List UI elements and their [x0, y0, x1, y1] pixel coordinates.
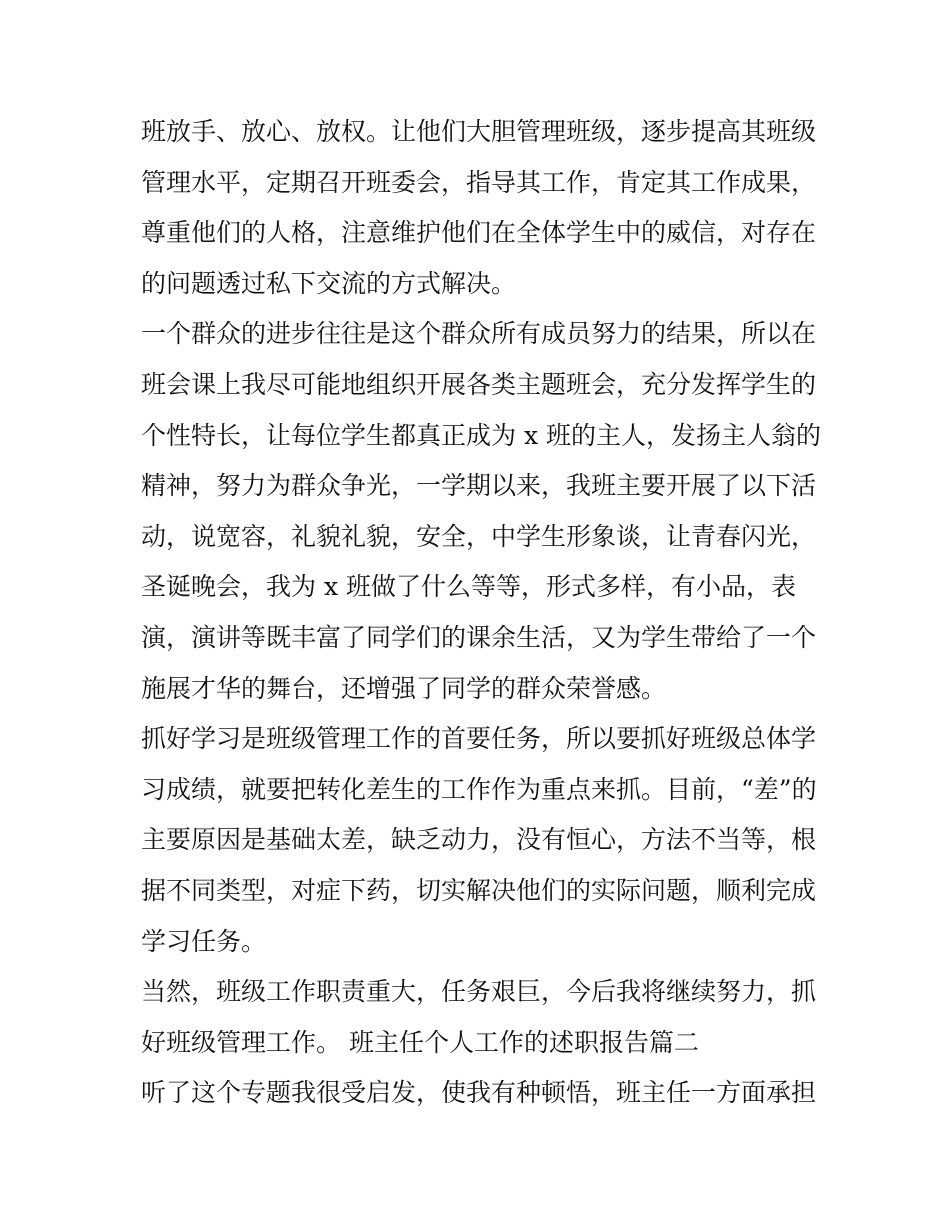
text-line: 尊重他们的人格，注意维护他们在全体学生中的威信，对存在	[141, 218, 817, 248]
text-line: 习成绩，就要把转化差生的工作作为重点来抓。目前，“差”的	[141, 774, 817, 804]
text-line: 听了这个专题我很受启发，使我有种顿悟，班主任一方面承担	[141, 1078, 817, 1108]
text-line: 抓好学习是班级管理工作的首要任务，所以要抓好班级总体学	[141, 724, 817, 754]
text-line: 施展才华的舞台，还增强了同学的群众荣誉感。	[141, 673, 667, 703]
text-line: 班放手、放心、放权。让他们大胆管理班级，逐步提高其班级	[141, 117, 817, 146]
body-text	[141, 107, 821, 1119]
text-line: 一个群众的进步往往是这个群众所有成员努力的结果，所以在	[141, 319, 817, 349]
text-line: 班会课上我尽可能地组织开展各类主题班会，充分发挥学生的	[141, 369, 817, 399]
text-line: 演，演讲等既丰富了同学们的课余生活，又为学生带给了一个	[141, 622, 817, 652]
text-line: 学习任务。	[141, 926, 267, 956]
text-line: 个性特长，让每位学生都真正成为 x 班的主人，发扬主人翁的	[141, 420, 821, 450]
text-line: 管理水平，定期召开班委会，指导其工作，肯定其工作成果，	[141, 167, 817, 197]
text-line: 精神，努力为群众争光，一学期以来，我班主要开展了以下活	[141, 471, 817, 501]
text-line: 好班级管理工作。 班主任个人工作的述职报告篇二	[141, 1027, 699, 1057]
text-line: 当然，班级工作职责重大，任务艰巨，今后我将继续努力，抓	[141, 977, 817, 1007]
text-line: 主要原因是基础太差，缺乏动力，没有恒心，方法不当等，根	[141, 825, 817, 855]
text-line: 的问题透过私下交流的方式解决。	[141, 268, 517, 298]
text-line: 动，说宽容，礼貌礼貌，安全，中学生形象谈，让青春闪光，	[141, 521, 817, 551]
text-line: 据不同类型，对症下药，切实解决他们的实际问题，顺利完成	[141, 875, 817, 905]
text-line: 圣诞晚会，我为 x 班做了什么等等，形式多样，有小品，表	[141, 572, 796, 602]
